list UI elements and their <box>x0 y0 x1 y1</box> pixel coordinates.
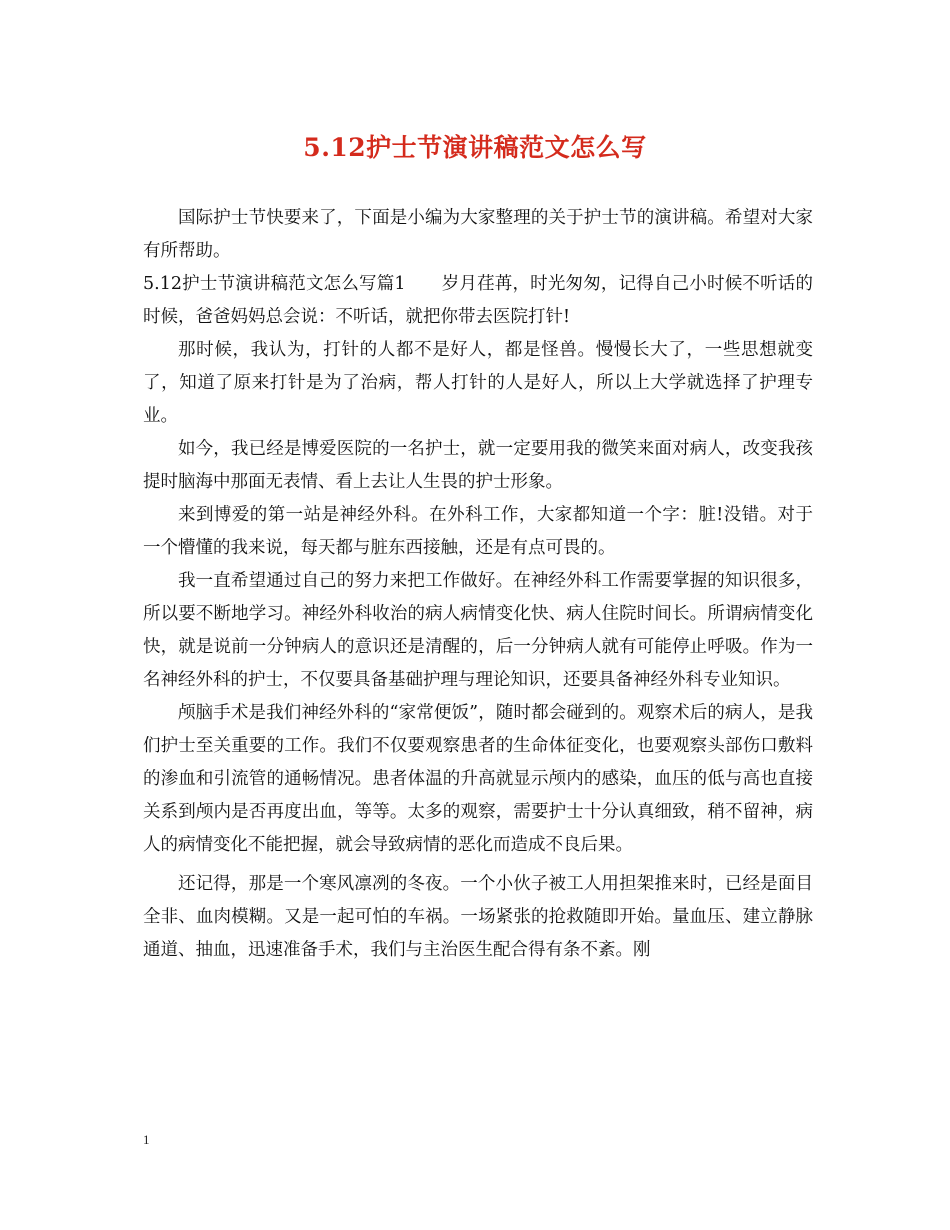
section-first-paragraph <box>143 268 813 334</box>
body-paragraph: 颅脑手术是我们神经外科的“家常便饭”，随时都会碰到的。观察术后的病人，是我们护士至关重要的工作。我们不仅要观察患者的生命体征变化，也要观察头部伤口敷料的渗血和引流管的通畅情况。患者体温的升高就显示颅内的感染，血压的低与高也直接关系到颅内是否再度出血，等等。太多的观察，需要护士十分认真细致，稍不留神，病人的病情变化不能把握，就会导致病情的恶化而造成不良后果。 <box>143 703 813 855</box>
intro-paragraph: 国际护士节快要来了，下面是小编为大家整理的关于护士节的演讲稿。希望对大家有所帮助。 <box>143 208 813 261</box>
document-body <box>143 202 813 967</box>
section-first-text: 岁月荏苒，时光匆匆，记得自己小时候不听话的时候，爸爸妈妈总会说：不听话，就把你带去医院打针! <box>143 274 813 327</box>
body-paragraph: 那时候，我认为，打针的人都不是好人，都是怪兽。慢慢长大了，一些思想就变了，知道了原来打针是为了治病，帮人打针的人是好人，所以上大学就选择了护理专业。 <box>143 340 813 426</box>
document-title: 5.12护士节演讲稿范文怎么写 <box>303 133 647 162</box>
body-paragraph: 如今，我已经是博爱医院的一名护士，就一定要用我的微笑来面对病人，改变我孩提时脑海中那面无表情、看上去让人生畏的护士形象。 <box>143 439 813 492</box>
section-heading: 5.12护士节演讲稿范文怎么写篇1 <box>143 274 406 294</box>
body-paragraph: 还记得，那是一个寒风凛冽的冬夜。一个小伙子被工人用担架推来时，已经是面目全非、血肉模糊。又是一起可怕的车祸。一场紧张的抢救随即开始。量血压、建立静脉通道、抽血，迅速准备手术，我们与主治医生配合得有条不紊。刚 <box>143 874 813 960</box>
body-paragraph: 来到博爱的第一站是神经外科。在外科工作，大家都知道一个字：脏!没错。对于一个懵懂的我来说，每天都与脏东西接触，还是有点可畏的。 <box>143 505 813 558</box>
page-number: 1 <box>143 1132 150 1147</box>
body-paragraph: 我一直希望通过自己的努力来把工作做好。在神经外科工作需要掌握的知识很多，所以要不断地学习。神经外科收治的病人病情变化快、病人住院时间长。所谓病情变化快，就是说前一分钟病人的意识还是清醒的，后一分钟病人就有可能停止呼吸。作为一名神经外科的护士，不仅要具备基础护理与理论知识，还要具备神经外科专业知识。 <box>143 571 813 690</box>
